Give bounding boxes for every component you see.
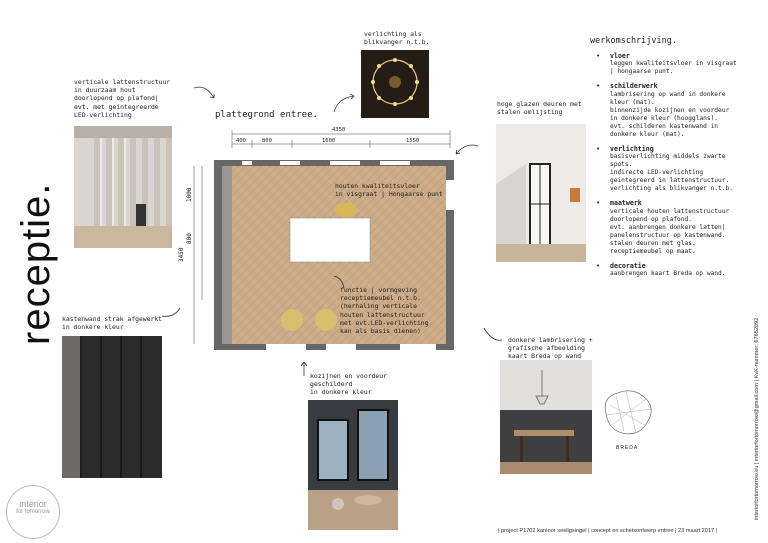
arrow-lattices [190, 82, 220, 104]
dim-seg-1: 400 [236, 138, 246, 144]
floor-label: houten kwaliteitsvloer in visgraat | Hongaarse punt [335, 182, 443, 199]
caption-paneling: donkere lambrisering + grafische afbeelding kaart Breda op wand [508, 336, 593, 361]
spec-body: verticale houten lattenstructuur doorlopend op plafond. evt. aanbrengen donkere latten| panelenstructuur op kastenwand. stalen deuren met glas. receptiemeubel op maat. [610, 207, 730, 255]
dim-seg-3: 1600 [322, 138, 336, 144]
caption-lattices: verticale lattenstructuur in duurzaam hout doorlopend op plafond| evt. met geintegreerde LED-verlichting [74, 78, 171, 119]
spec-head: schilderwerk [610, 82, 658, 91]
cabinet-wall-photo [62, 336, 162, 478]
spec-head: maatwerk [610, 199, 642, 208]
bullet-icon: • [596, 199, 601, 208]
lattice-wall-photo [74, 126, 172, 248]
spec-item-verlichting [596, 144, 750, 193]
plan-heading: plattegrond entree. [215, 110, 318, 120]
arrow-lighting [330, 92, 360, 116]
spec-head: verlichting [610, 144, 654, 153]
bullet-icon: • [596, 261, 601, 270]
spec-item-vloer [596, 52, 750, 76]
spec-body: basisverlichting middels zwarte spots. indirecte LED-verlichting geintegreerd in lattenstructuur. verlichting als blikvanger n.t.b. [610, 153, 733, 193]
dim-total-width: 4350 [332, 127, 346, 133]
spec-item-maatwerk [596, 199, 750, 255]
arrow-paneling [478, 324, 506, 348]
breda-map-label: BREDA [616, 445, 639, 451]
side-info: interiorfortomorrow.eu | interiorfortomorrow@gmail.com | KvK-nummer: 67652092 [754, 317, 760, 520]
spec-item-schilderwerk [596, 82, 750, 138]
arrow-glass-doors [452, 140, 482, 160]
spec-item-decoratie [596, 261, 750, 278]
dim-seg-2: 800 [262, 138, 272, 144]
bullet-icon: • [596, 52, 601, 60]
logo-line2: for tomorrow [16, 509, 50, 515]
function-label: functie | vormgeving receptiemeubel n.t.b. (herhaling verticale houten lattenstructuur met evt.LED-verlichting kan als basis dienen) [340, 286, 429, 336]
spec-body: aanbrengen kaart Breda op wand. [610, 270, 726, 278]
caption-lighting: verlichting als blikvanger n.t.b. [364, 30, 430, 47]
dim-height-2: 800 [186, 233, 193, 244]
caption-frames: kozijnen en voordeur geschilderd in donkere kleur [310, 372, 387, 397]
caption-glass-doors: hoge glazen deuren met stalen omlijsting [497, 100, 582, 117]
glass-doors-photo [496, 124, 586, 262]
logo-line1: interior [19, 499, 47, 509]
spec-body: lambrisering op wand in donkere kleur (mat). binnenzijde kozijnen en voordeur in donkere kleur (hoogglans). evt. schilderen kastenwand in donkere kleur (mat). [610, 90, 730, 138]
frames-photo [308, 400, 398, 530]
page-title: receptie. [14, 182, 58, 345]
spec-body: leggen kwaliteitsvloer in visgraat | hongaarse punt. [610, 60, 737, 76]
bullet-icon: • [596, 82, 601, 91]
spec-list [596, 52, 750, 284]
breda-map-image [596, 385, 658, 441]
spec-head: decoratie [610, 261, 646, 270]
spec-head: vloer [610, 52, 630, 60]
arrow-function [330, 272, 350, 292]
logo [6, 485, 60, 539]
footer: | project P1702 kantoor seeligsingel | concept en schetsontwerp entree | 23 maart 2017 | [498, 528, 718, 534]
lighting-photo [361, 50, 429, 118]
spec-title: werkomschrijving. [590, 36, 677, 46]
arrow-frames [296, 358, 312, 380]
arrow-cabinet [160, 304, 186, 322]
dim-height-1: 1000 [186, 187, 193, 202]
dim-height-total: 3450 [178, 247, 185, 262]
caption-cabinet-wall: kastenwand strak afgewerkt in donkere kleur [62, 315, 163, 332]
paneling-photo [500, 360, 592, 474]
bullet-icon: • [596, 144, 601, 153]
dim-seg-4: 1550 [406, 138, 420, 144]
